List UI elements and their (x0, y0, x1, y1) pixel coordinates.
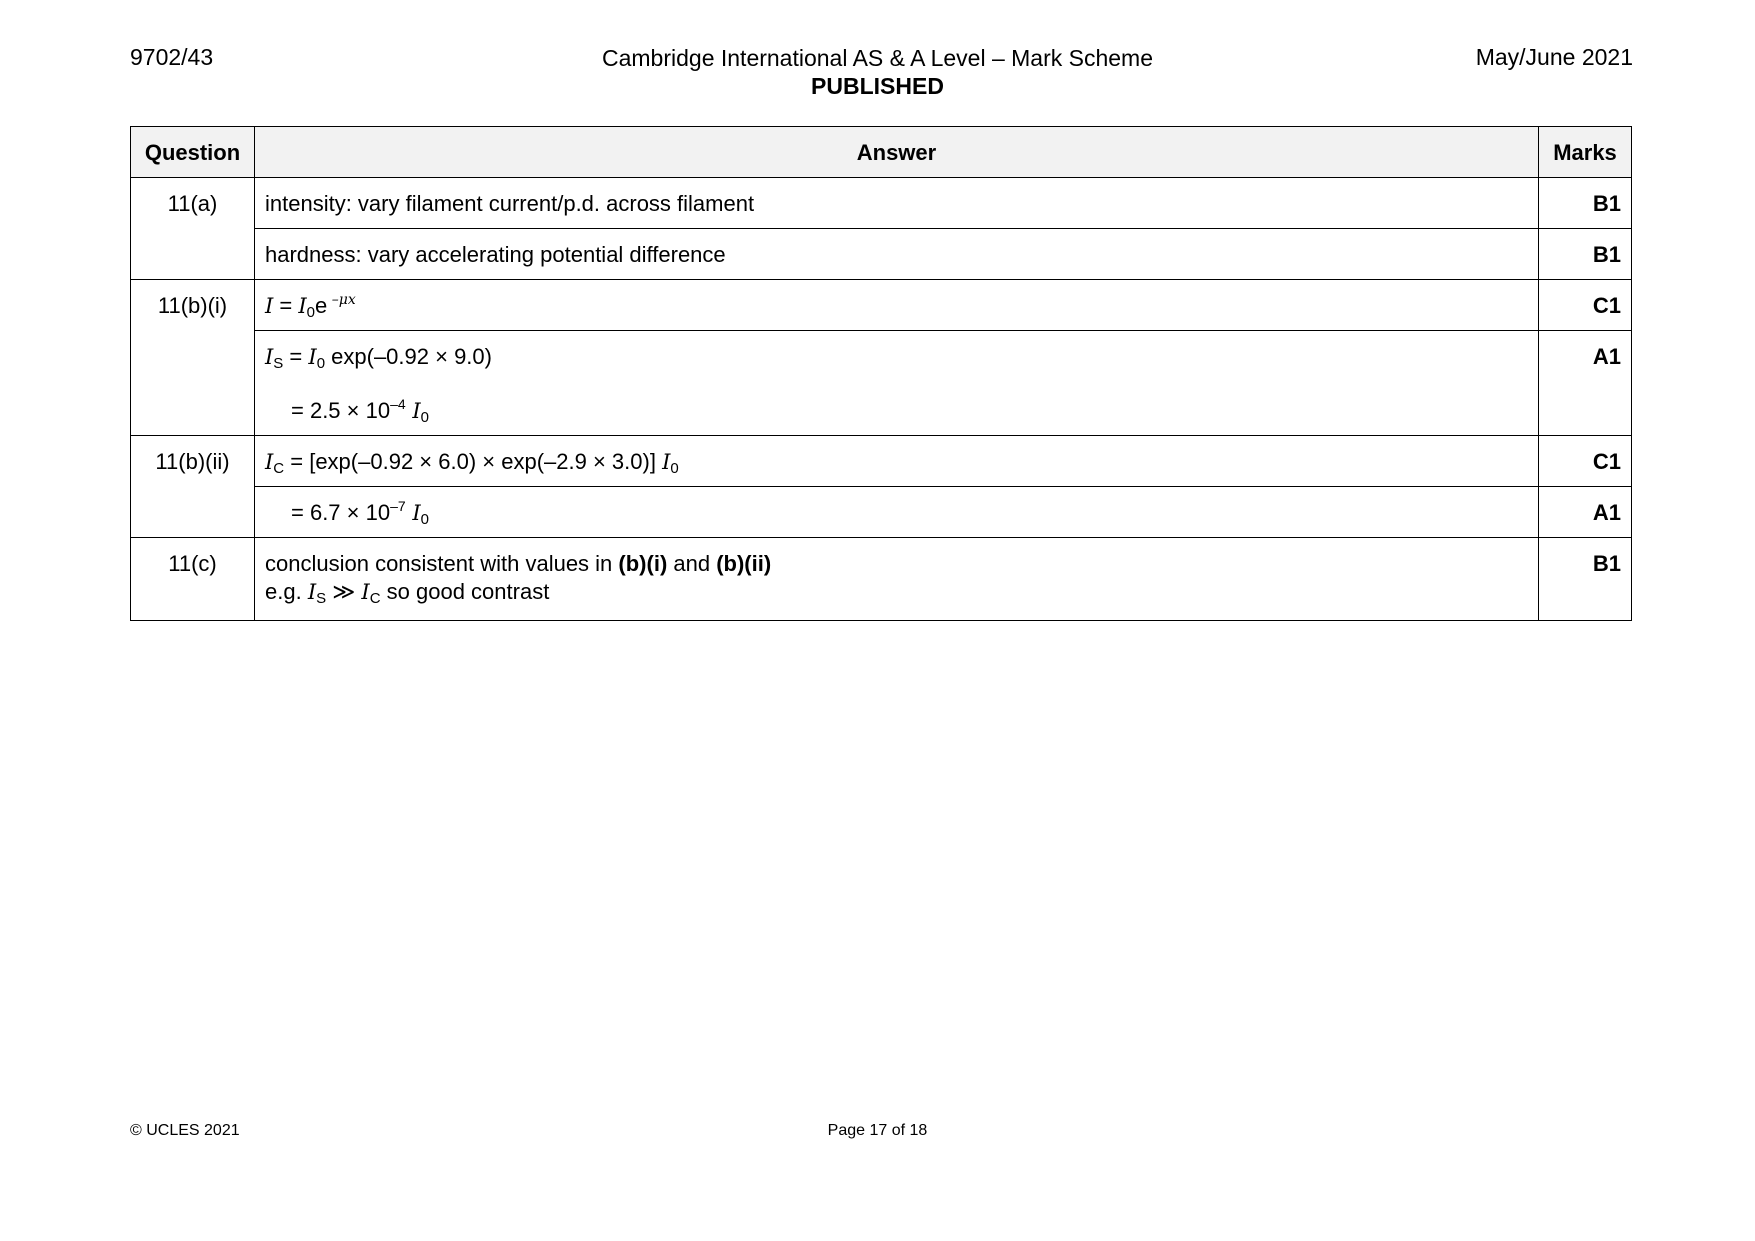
table-header-row (131, 127, 1632, 178)
question-number: 11(b)(ii) (131, 436, 255, 538)
equals-sign: = (273, 293, 299, 318)
subscript-zero: 0 (420, 511, 429, 528)
question-number: 11(b)(i) (131, 280, 255, 436)
intensity-symbol: I (265, 345, 274, 369)
table-row (131, 229, 1632, 280)
subscript-zero: 0 (306, 304, 316, 321)
mark-cell: A1 (1539, 487, 1632, 538)
page-number: Page 17 of 18 (827, 1122, 928, 1139)
answer-cell (255, 331, 1539, 436)
answer-cell: intensity: vary filament current/p.d. across filament (255, 178, 1539, 229)
initial-intensity-symbol: I (405, 399, 421, 423)
answer-cell (255, 538, 1539, 621)
answer-line: e.g. $I_S$ ≫ $I_C$ so good contrast (265, 579, 550, 607)
subscript-s: S (273, 355, 284, 372)
marks-column-header: Marks (1539, 127, 1632, 178)
answer-cell (255, 487, 1539, 538)
equation-line (265, 343, 1528, 371)
intensity-symbol: I (265, 450, 274, 474)
mark-cell: C1 (1539, 280, 1632, 331)
intensity-symbol: I (265, 294, 274, 318)
exponent: –μx (327, 292, 356, 308)
result-value: = 2.5 × 10 (291, 398, 391, 423)
part-reference: (b)(ii) (716, 551, 772, 576)
table-row (131, 331, 1632, 436)
equals-sign: = (283, 344, 309, 369)
table-row (131, 538, 1632, 621)
question-number: 11(c) (131, 538, 255, 621)
expression: exp(–0.92 × 9.0) (325, 344, 492, 369)
answer-cell (255, 280, 1539, 331)
initial-intensity-symbol: I (662, 450, 671, 474)
euler-e: e (315, 293, 328, 318)
subscript-zero: 0 (316, 355, 326, 372)
subscript-s: S (316, 590, 327, 607)
expression: = [exp(–0.92 × 6.0) × exp(–2.9 × 3.0)] (284, 449, 663, 474)
exponent: –7 (390, 498, 406, 514)
answer-cell (255, 436, 1539, 487)
initial-intensity-symbol: I (298, 294, 307, 318)
result-value: = 6.7 × 10 (291, 500, 391, 525)
equation-line (265, 397, 1528, 425)
paper-code: 9702/43 (130, 44, 214, 70)
question-number: 11(a) (131, 178, 255, 280)
mark-cell: B1 (1539, 229, 1632, 280)
question-column-header: Question (131, 127, 255, 178)
document-title: Cambridge International AS & A Level – Mark Scheme (601, 45, 1154, 71)
initial-intensity-symbol: I (308, 345, 317, 369)
subscript-zero: 0 (420, 409, 429, 426)
table-row (131, 436, 1632, 487)
table-row (131, 178, 1632, 229)
subscript-c: C (273, 460, 285, 477)
exam-session: May/June 2021 (1475, 44, 1633, 70)
table-row (131, 487, 1632, 538)
subscript-c: C (369, 590, 381, 607)
initial-intensity-symbol: I (405, 501, 421, 525)
mark-cell: B1 (1539, 178, 1632, 229)
answer-cell: hardness: vary accelerating potential difference (255, 229, 1539, 280)
mark-cell: A1 (1539, 331, 1632, 436)
part-reference: (b)(i) (618, 551, 668, 576)
mark-scheme-table (130, 126, 1632, 621)
answer-line: conclusion consistent with values in (b)(i) and (b)(ii) (265, 551, 772, 576)
much-greater-than-sign: ≫ (326, 579, 362, 604)
exponent: –4 (390, 396, 406, 412)
intensity-symbol: I (361, 580, 370, 604)
subscript-zero: 0 (670, 460, 679, 477)
mark-cell: C1 (1539, 436, 1632, 487)
table-row (131, 280, 1632, 331)
mark-cell: B1 (1539, 538, 1632, 621)
published-label: PUBLISHED (811, 73, 944, 99)
copyright-notice: © UCLES 2021 (130, 1122, 240, 1139)
intensity-symbol: I (307, 580, 317, 604)
answer-column-header: Answer (255, 127, 1539, 178)
